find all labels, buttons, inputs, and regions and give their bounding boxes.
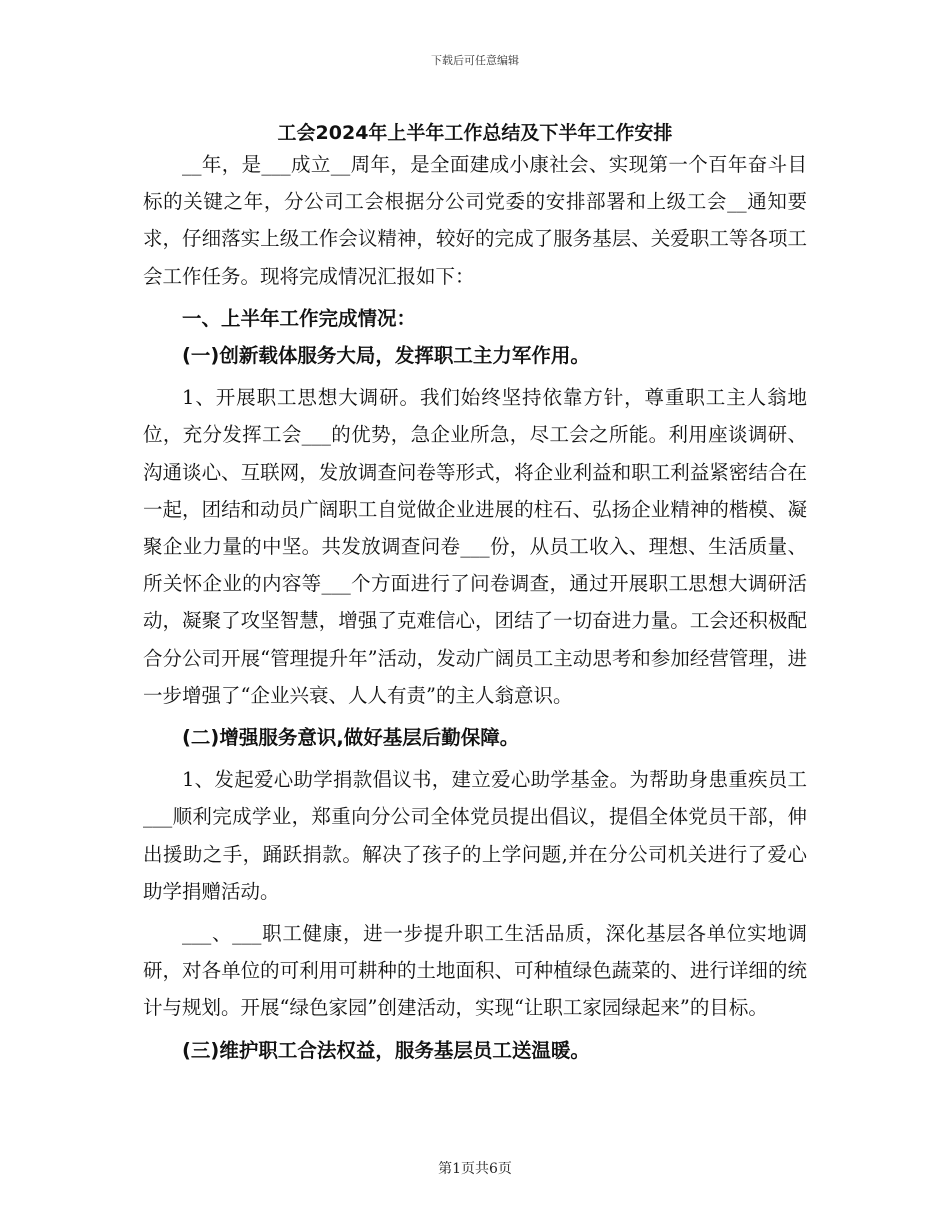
section-heading-1: 一、上半年工作完成情况： [182, 306, 417, 330]
body-paragraph-2: 1、发起爱心助学捐款倡议书，建立爱心助学基金。为帮助身患重疾员工___顺利完成学业，郑重向分公司全体党员提出倡议，提倡全体党员干部，伸出援助之手，踊跃捐款。解决了孩子的上学问题,并在分公司机关进行了爱心助学捐赠活动。 [143, 768, 807, 903]
subsection-heading-2: (二)增强服务意识,做好基层后勤保障。 [182, 726, 520, 750]
body-paragraph-1: 1、开展职工思想大调研。我们始终坚持依靠方针，尊重职工主人翁地位，充分发挥工会___的优势，急企业所急，尽工会之所能。利用座谈调研、沟通谈心、互联网，发放调查问卷等形式，将企业利益和职工利益紧密结合在一起，团结和动员广阔职工自觉做企业进展的柱石、弘扬企业精神的楷模、凝聚企业力量的中坚。共发放调查问卷___份，从员工收入、理想、生活质量、所关怀企业的内容等___个方面进行了问卷调查，通过开展职工思想大调研活动，凝聚了攻坚智慧，增强了克难信心，团结了一切奋进力量。工会还积极配合分公司开展“管理提升年”活动，发动广阔员工主动思考和参加经营管理，进一步增强了“企业兴衰、人人有责”的主人翁意识。 [143, 386, 807, 707]
subsection-heading-1: (一)创新载体服务大局，发挥职工主力军作用。 [182, 344, 590, 368]
subsection-heading-3: (三)维护职工合法权益，服务基层员工送温暖。 [182, 1038, 590, 1062]
page-header-note: 下载后可任意编辑 [431, 54, 519, 67]
body-paragraph-3: ___、___职工健康，进一步提升职工生活品质，深化基层各单位实地调研，对各单位的可利用可耕种的土地面积、可种植绿色蔬菜的、进行详细的统计与规划。开展“绿色家园”创建活动，实现“让职工家园绿起来”的目标。 [143, 922, 807, 1020]
intro-paragraph: __年，是___成立__周年，是全面建成小康社会、实现第一个百年奋斗目标的关键之年，分公司工会根据分公司党委的安排部署和上级工会__通知要求，仔细落实上级工作会议精神，较好的完成了服务基层、关爱职工等各项工会工作任务。现将完成情况汇报如下： [143, 153, 807, 288]
document-body [143, 146, 807, 1069]
page-number-footer: 第1页共6页 [438, 1161, 512, 1177]
document-title: 工会2024年上半年工作总结及下半年工作安排 [277, 122, 673, 144]
